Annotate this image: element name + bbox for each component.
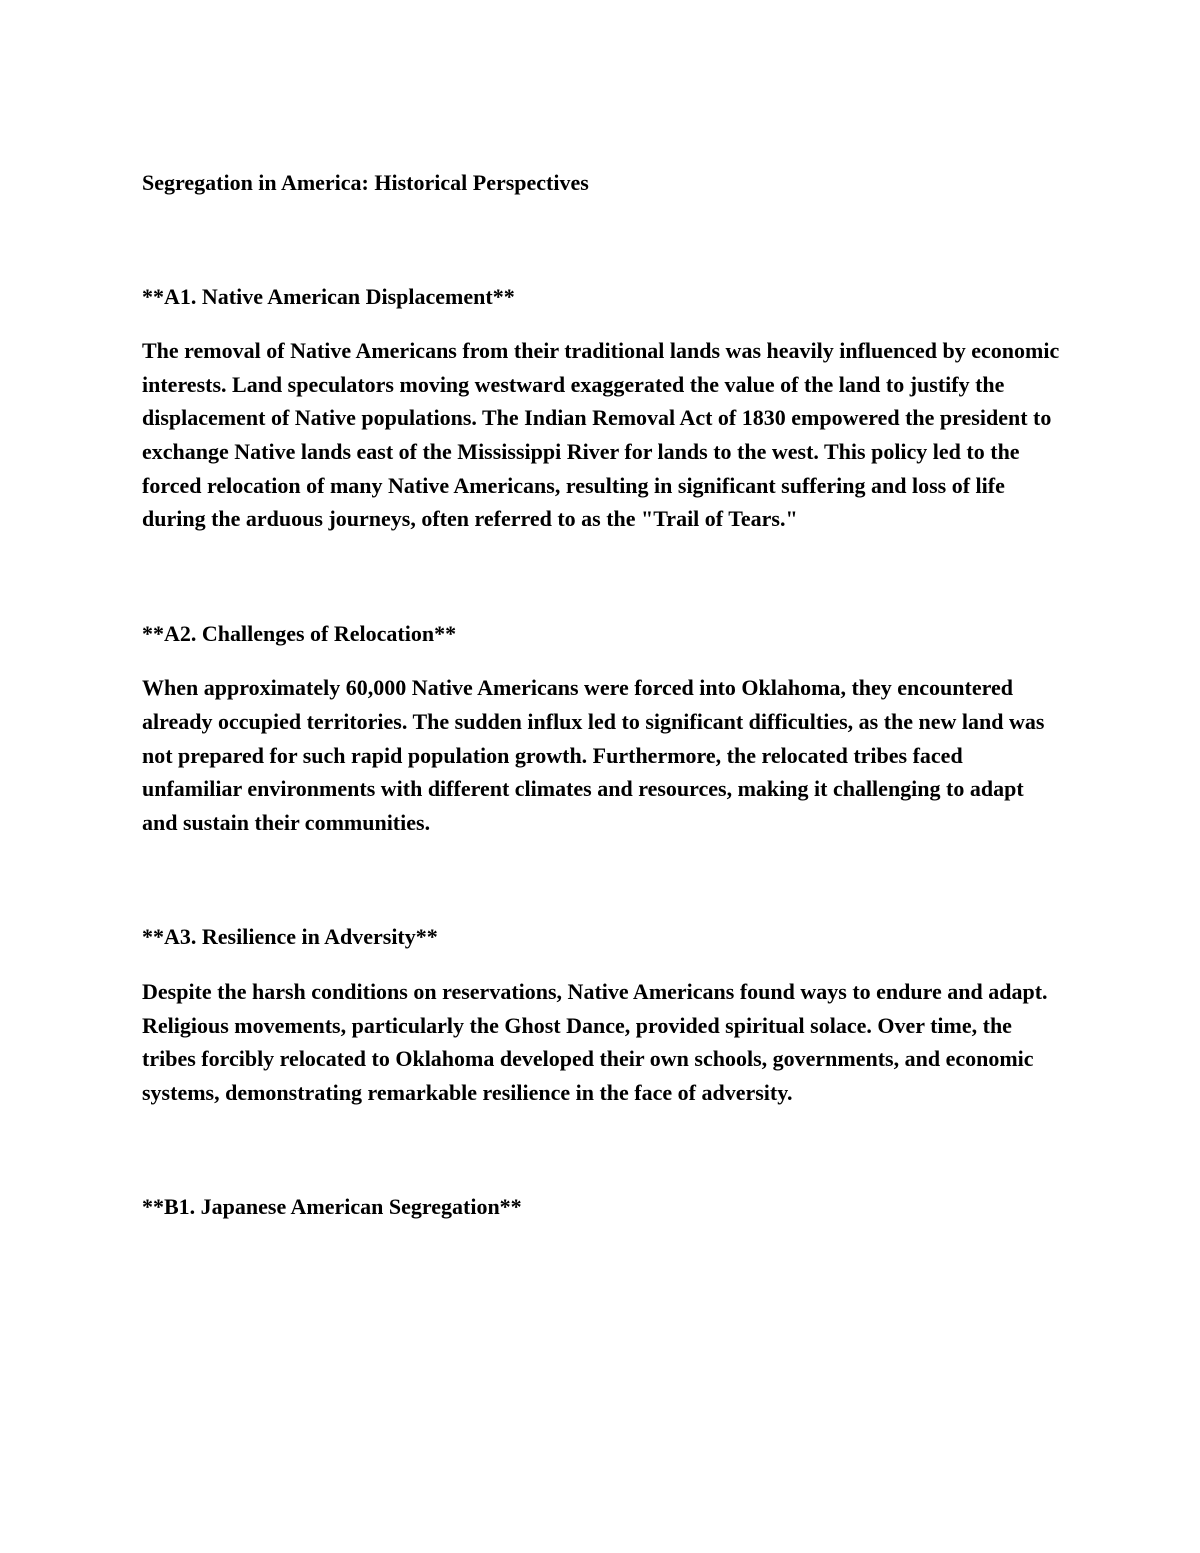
document-content (142, 166, 1062, 1224)
section-heading-a2: **A2. Challenges of Relocation** (142, 620, 457, 646)
section-heading-a3: **A3. Resilience in Adversity** (142, 924, 438, 950)
section-heading-a1: **A1. Native American Displacement** (142, 283, 515, 309)
section-body-a3: Despite the harsh conditions on reservations, Native Americans found ways to endure and adapt. Religious movements, particularly the Ghost Dance, provided spiritual solace. Over time, the tribes forcibly relocated to Oklahoma developed their own schools, governments, and economic systems, demonstrating remarkable resilience in the face of adversity. (142, 978, 1048, 1105)
section-body-a1: The removal of Native Americans from their traditional lands was heavily influenced by economic interests. Land speculators moving westward exaggerated the value of the land to justify the displacement of Native populations. The Indian Removal Act of 1830 empowered the president to exchange Native lands east of the Mississippi River for lands to the west. This policy led to the forced relocation of many Native Americans, resulting in significant suffering and loss of life during the arduous journeys, often referred to as the "Trail of Tears." (142, 338, 1060, 532)
section-heading-b1: **B1. Japanese American Segregation** (142, 1194, 522, 1220)
section-body-a2: When approximately 60,000 Native Americans were forced into Oklahoma, they encountered already occupied territories. The sudden influx led to significant difficulties, as the new land was not prepared for such rapid population growth. Furthermore, the relocated tribes faced unfamiliar environments with different climates and resources, making it challenging to adapt and sustain their communities. (142, 675, 1045, 835)
document-title: Segregation in America: Historical Perspectives (142, 170, 589, 195)
